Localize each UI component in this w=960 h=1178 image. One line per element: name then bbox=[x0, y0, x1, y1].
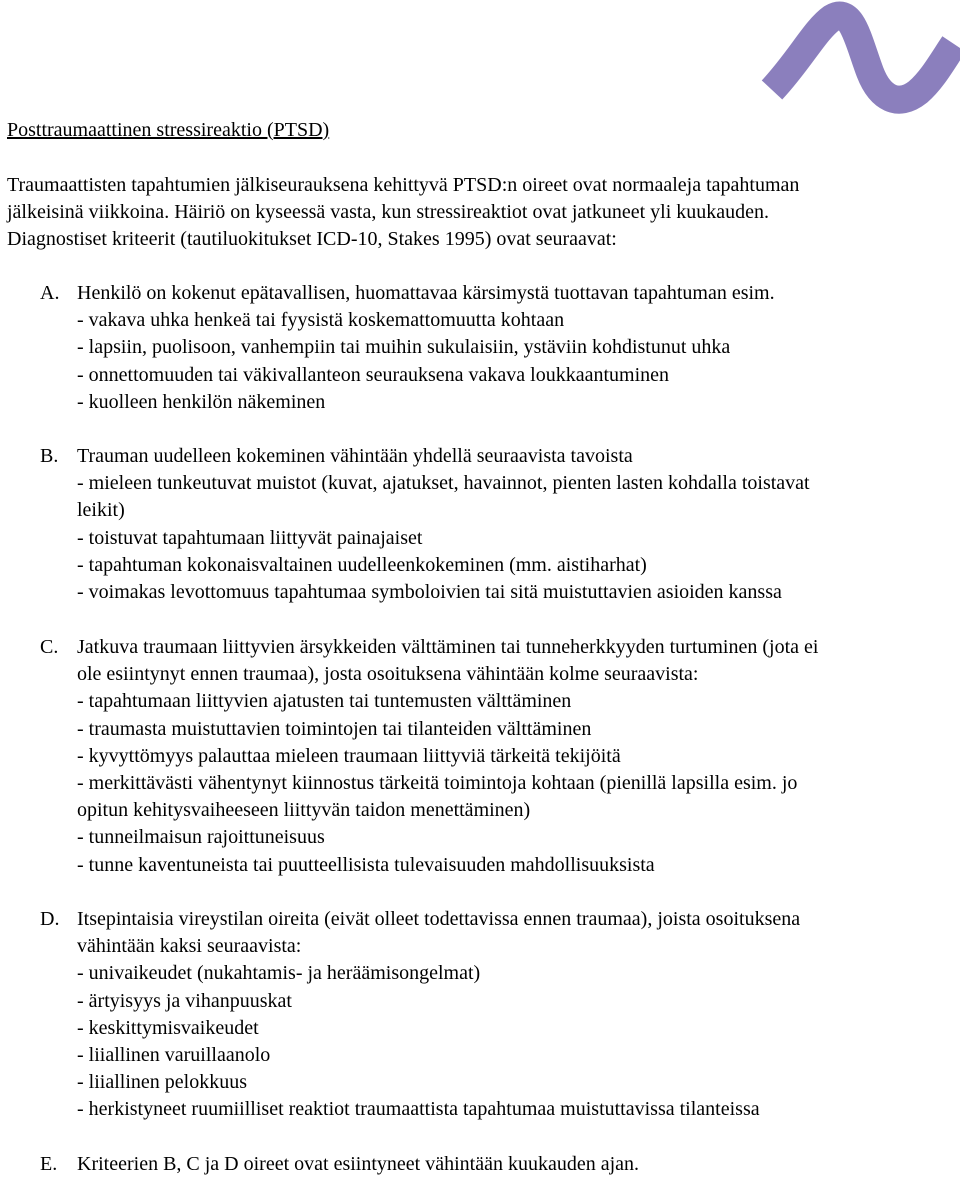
criterion-line: - lapsiin, puolisoon, vanhempiin tai muihin sukulaisiin, ystäviin kohdistunut uhka bbox=[77, 336, 731, 359]
criterion-line: Henkilö on kokenut epätavallisen, huomattavaa kärsimystä tuottavan tapahtuman esim. bbox=[77, 282, 775, 304]
criterion-body bbox=[77, 634, 956, 879]
intro-paragraph bbox=[7, 172, 799, 254]
criterion-body bbox=[77, 906, 956, 1124]
criterion-line: - vakava uhka henkeä tai fyysistä koskemattomuutta kohtaan bbox=[77, 309, 565, 332]
criterion-line: Jatkuva traumaan liittyvien ärsykkeiden välttäminen tai tunneherkkyyden turtuminen (jota ei bbox=[77, 636, 819, 658]
criterion-letter: B. bbox=[40, 445, 59, 467]
criterion-letter: A. bbox=[40, 282, 60, 304]
criterion-line: - ärtyisyys ja vihanpuuskat bbox=[77, 989, 292, 1012]
criterion-line: Kriteerien B, C ja D oireet ovat esiintyneet vähintään kuukauden ajan. bbox=[77, 1153, 640, 1175]
criterion-line: - voimakas levottomuus tapahtumaa symboloivien tai sitä muistuttavien asioiden kanssa bbox=[77, 581, 782, 604]
criterion-line: ole esiintynyt ennen traumaa), josta osoituksena vähintään kolme seuraavista: bbox=[77, 663, 699, 686]
criterion-line: vähintään kaksi seuraavista: bbox=[77, 935, 302, 958]
criterion-line: leikit) bbox=[77, 499, 125, 522]
criterion-body bbox=[77, 280, 956, 416]
criterion-body bbox=[77, 1151, 956, 1178]
criterion-line: - toistuvat tapahtumaan liittyvät painajaiset bbox=[77, 526, 423, 549]
intro-line: Diagnostiset kriteerit (tautiluokitukset ICD-10, Stakes 1995) ovat seuraavat: bbox=[7, 228, 617, 251]
criterion-line: - keskittymisvaikeudet bbox=[77, 1016, 259, 1039]
criterion-line: Trauman uudelleen kokeminen vähintään yhdellä seuraavista tavoista bbox=[77, 445, 633, 467]
intro-line: Traumaattisten tapahtumien jälkiseurauksena kehittyvä PTSD:n oireet ovat normaaleja tapahtuman bbox=[7, 174, 800, 196]
criterion-line: - tunne kaventuneista tai puutteellisista tulevaisuuden mahdollisuuksista bbox=[77, 853, 655, 876]
criterion-line: - onnettomuuden tai väkivallanteon seurauksena vakava loukkaantuminen bbox=[77, 363, 670, 386]
criterion-line: opitun kehitysvaiheeseen liittyvän taidon menettäminen) bbox=[77, 799, 531, 822]
page-title: Posttraumaattinen stressireaktio (PTSD) bbox=[7, 119, 330, 141]
criterion-line: - merkittävästi vähentynyt kiinnostus tärkeitä toimintoja kohtaan (pienillä lapsilla esim. jo bbox=[77, 772, 798, 795]
criterion-body bbox=[77, 443, 956, 606]
criterion-line: - tapahtuman kokonaisvaltainen uudelleenkokeminen (mm. aistiharhat) bbox=[77, 553, 647, 576]
criterion-letter: D. bbox=[40, 908, 60, 930]
criterion-letter: E. bbox=[40, 1153, 58, 1175]
criterion-line: - liiallinen varuillaanolo bbox=[77, 1044, 271, 1067]
criterion-line: Itsepintaisia vireystilan oireita (eivät olleet todettavissa ennen traumaa), joista osoituksena bbox=[77, 908, 801, 930]
criterion-line: - tunneilmaisun rajoittuneisuus bbox=[77, 826, 325, 849]
criterion-line: - traumasta muistuttavien toimintojen tai tilanteiden välttäminen bbox=[77, 717, 592, 740]
criterion-line: - univaikeudet (nukahtamis- ja heräämisongelmat) bbox=[77, 962, 481, 985]
criterion-line: - herkistyneet ruumiilliset reaktiot traumaattista tapahtumaa muistuttavissa tilanteissa bbox=[77, 1098, 760, 1121]
criterion-line: - kyvyttömyys palauttaa mieleen traumaan liittyviä tärkeitä tekijöitä bbox=[77, 744, 621, 767]
wave-logo-icon bbox=[760, 0, 960, 120]
intro-line: jälkeisinä viikkoina. Häiriö on kyseessä vasta, kun stressireaktiot ovat jatkuneet yli kuukauden. bbox=[7, 201, 770, 224]
criterion-letter: C. bbox=[40, 636, 59, 658]
criterion-line: - mieleen tunkeutuvat muistot (kuvat, ajatukset, havainnot, pienten lasten kohdalla toistavat bbox=[77, 472, 810, 495]
criterion-line: - kuolleen henkilön näkeminen bbox=[77, 390, 326, 413]
criterion-line: - tapahtumaan liittyvien ajatusten tai tuntemusten välttäminen bbox=[77, 690, 572, 713]
criterion-line: - liiallinen pelokkuus bbox=[77, 1071, 247, 1094]
